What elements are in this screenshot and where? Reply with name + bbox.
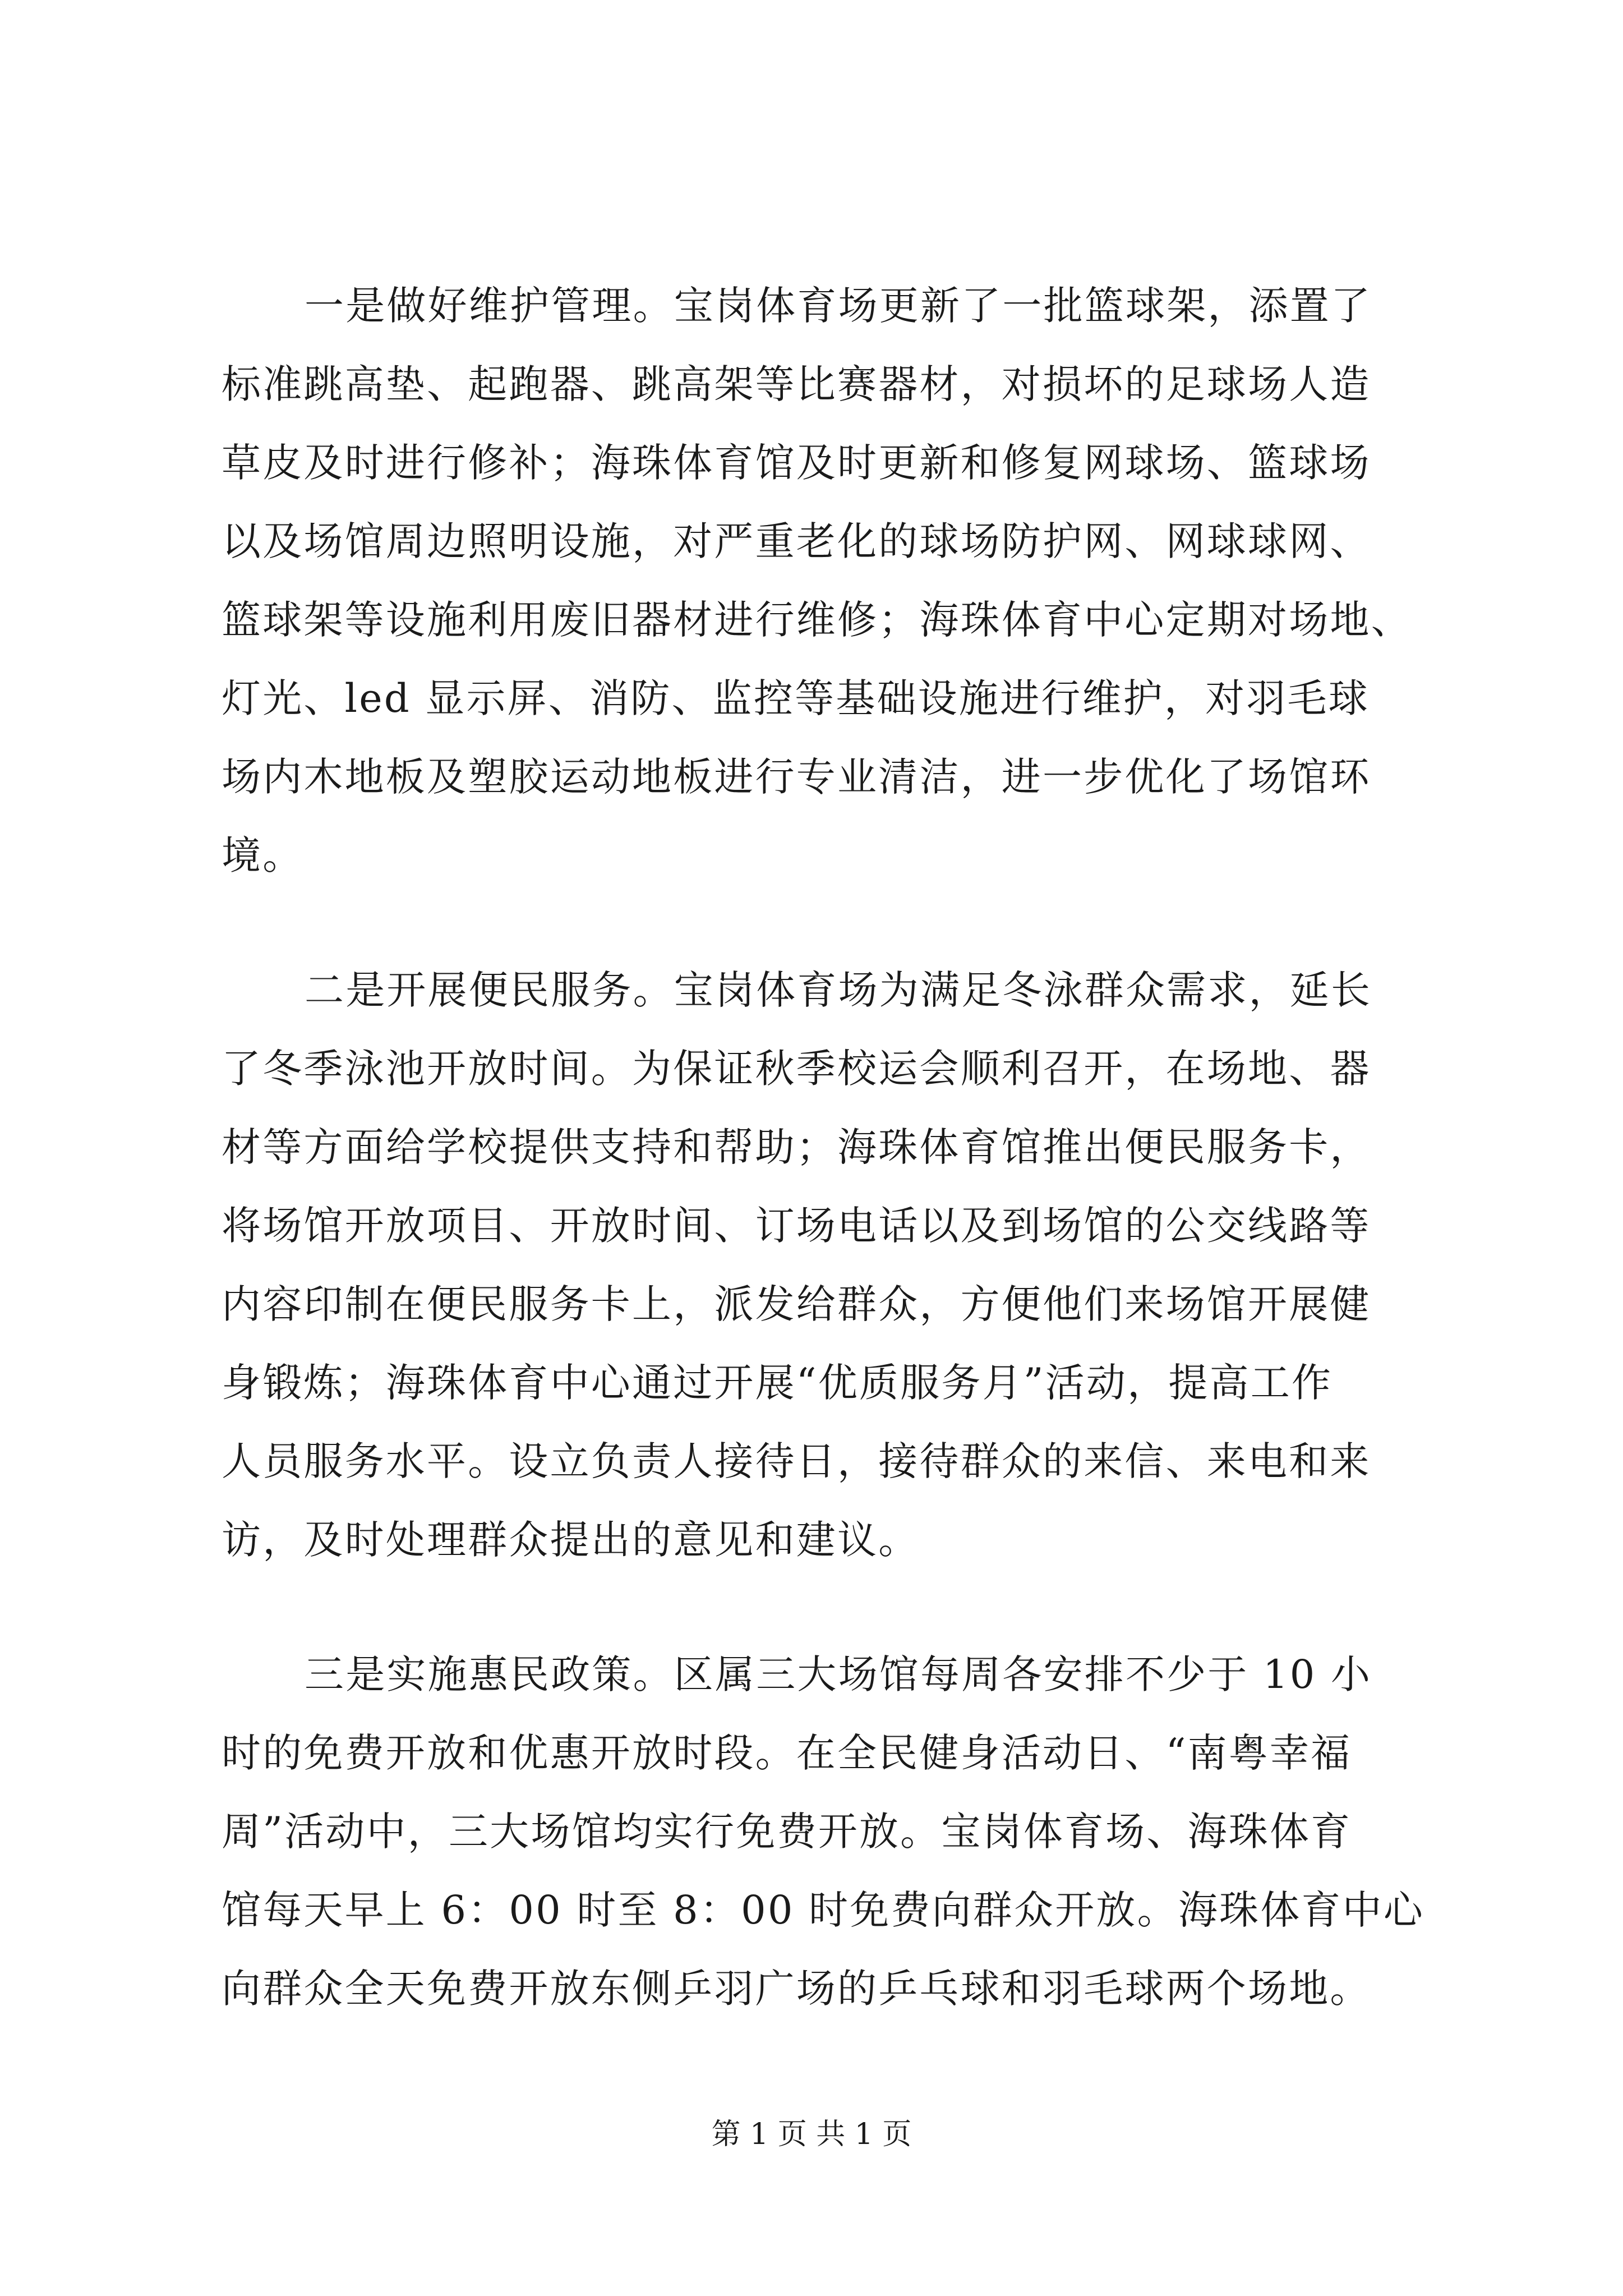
text-line: 将场馆开放项目、开放时间、订场电话以及到场馆的公交线路等 [222, 1203, 1371, 1249]
text-line: 以及场馆周边照明设施，对严重老化的球场防护网、网球球网、 [222, 518, 1371, 564]
page-footer: 第 1 页 共 1 页 [711, 2118, 912, 2151]
text-line: 材等方面给学校提供支持和帮助；海珠体育馆推出便民服务卡， [222, 1124, 1371, 1170]
text-line: 标准跳高垫、起跑器、跳高架等比赛器材，对损坏的足球场人造 [222, 361, 1371, 407]
text-line: 向群众全天免费开放东侧乒羽广场的乒乓球和羽毛球两个场地。 [222, 1966, 1371, 2012]
text-line: 访，及时处理群众提出的意见和建议。 [222, 1517, 920, 1563]
text-line: 灯光、led 显示屏、消防、监控等基础设施进行维护，对羽毛球 [222, 675, 1370, 721]
text-line: 了冬季泳池开放时间。为保证秋季校运会顺利召开，在场地、器 [222, 1046, 1371, 1092]
paragraph-benefit-policies [222, 1651, 1425, 2047]
text-line: 草皮及时进行修补；海珠体育馆及时更新和修复网球场、篮球场 [222, 440, 1371, 486]
text-line: 时的免费开放和优惠开放时段。在全民健身活动日、“南粤幸福 [222, 1730, 1352, 1776]
text-line: 三是实施惠民政策。区属三大场馆每周各安排不少于 10 小 [305, 1651, 1372, 1697]
text-line: 场内木地板及塑胶运动地板进行专业清洁，进一步优化了场馆环 [222, 754, 1371, 800]
text-line: 馆每天早上 6：00 时至 8：00 时免费向群众开放。海珠体育中心 [222, 1887, 1425, 1933]
text-line: 身锻炼；海珠体育中心通过开展“优质服务月”活动，提高工作 [222, 1360, 1333, 1406]
text-line: 篮球架等设施利用废旧器材进行维修；海珠体育中心定期对场地、 [222, 597, 1412, 643]
paragraph-maintenance [222, 283, 1424, 914]
text-line: 周”活动中，三大场馆均实行免费开放。宝岗体育场、海珠体育 [222, 1809, 1352, 1855]
text-line: 内容印制在便民服务卡上，派发给群众，方便他们来场馆开展健 [222, 1281, 1371, 1327]
text-line: 二是开展便民服务。宝岗体育场为满足冬泳群众需求，延长 [305, 967, 1372, 1013]
text-line: 境。 [222, 832, 304, 878]
paragraph-convenience-services [222, 967, 1424, 1599]
text-line: 一是做好维护管理。宝岗体育场更新了一批篮球架，添置了 [305, 283, 1372, 329]
text-line: 人员服务水平。设立负责人接待日，接待群众的来信、来电和来 [222, 1438, 1371, 1484]
